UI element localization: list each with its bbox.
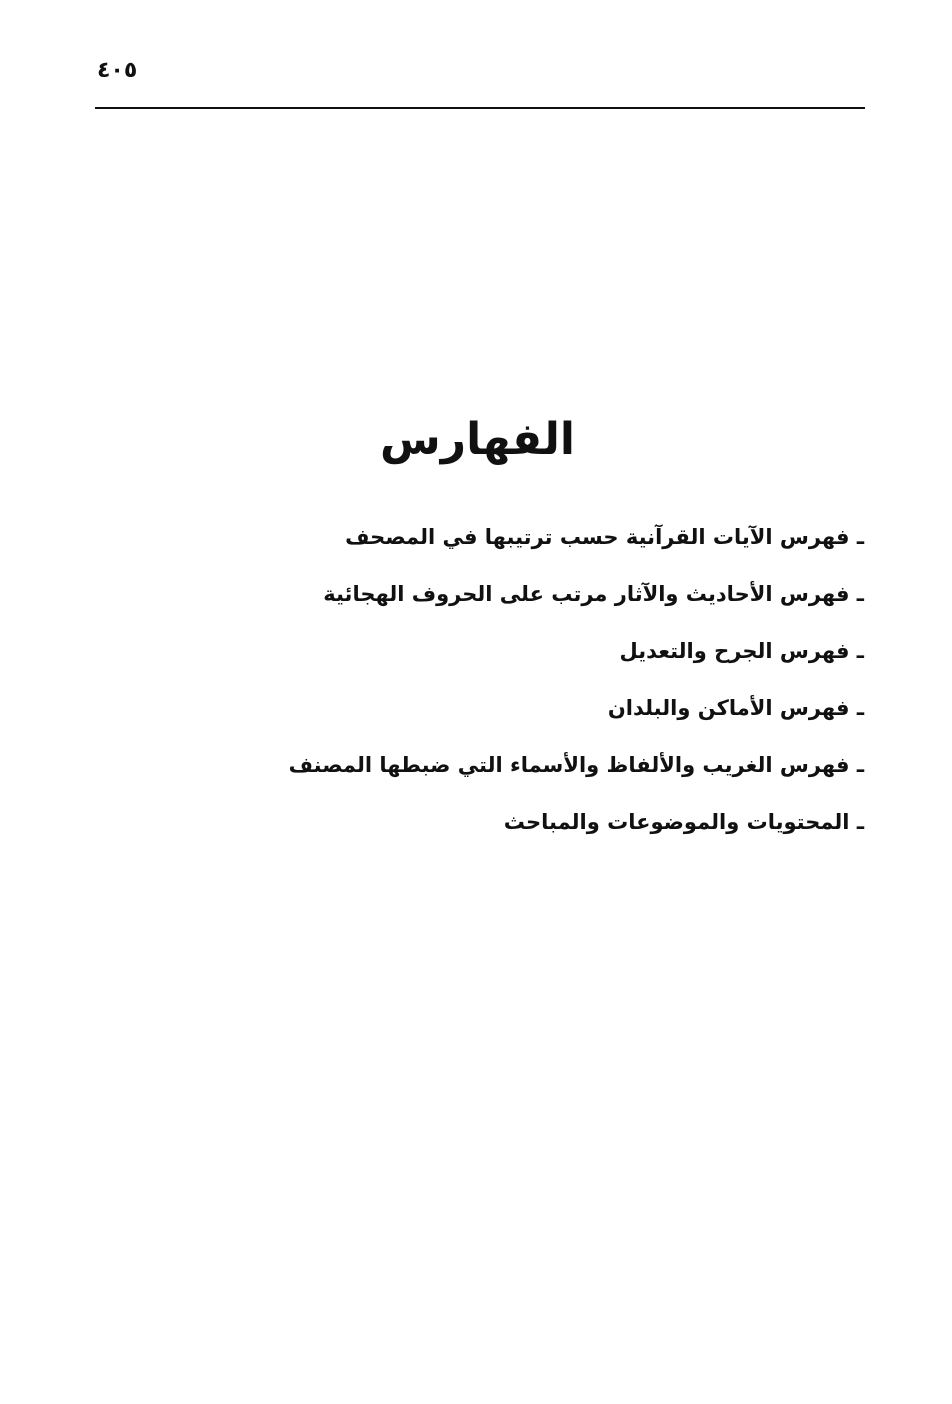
- header-rule: [95, 107, 865, 109]
- index-item-jarh-tadil: ـ فهرس الجرح والتعديل: [619, 639, 864, 663]
- page-title: الفهارس: [380, 414, 575, 466]
- index-list: [264, 514, 864, 856]
- index-item-rare-words: ـ فهرس الغريب والألفاظ والأسماء التي ضبطها المصنف: [288, 753, 864, 777]
- index-item-places: ـ فهرس الأماكن والبلدان: [607, 696, 864, 720]
- page-number: ٤٠٥: [97, 58, 138, 83]
- index-item-quran-verses: ـ فهرس الآيات القرآنية حسب ترتيبها في المصحف: [345, 525, 864, 549]
- index-item-hadiths: ـ فهرس الأحاديث والآثار مرتب على الحروف الهجائية: [323, 582, 864, 606]
- index-item-contents: ـ المحتويات والموضوعات والمباحث: [503, 810, 864, 834]
